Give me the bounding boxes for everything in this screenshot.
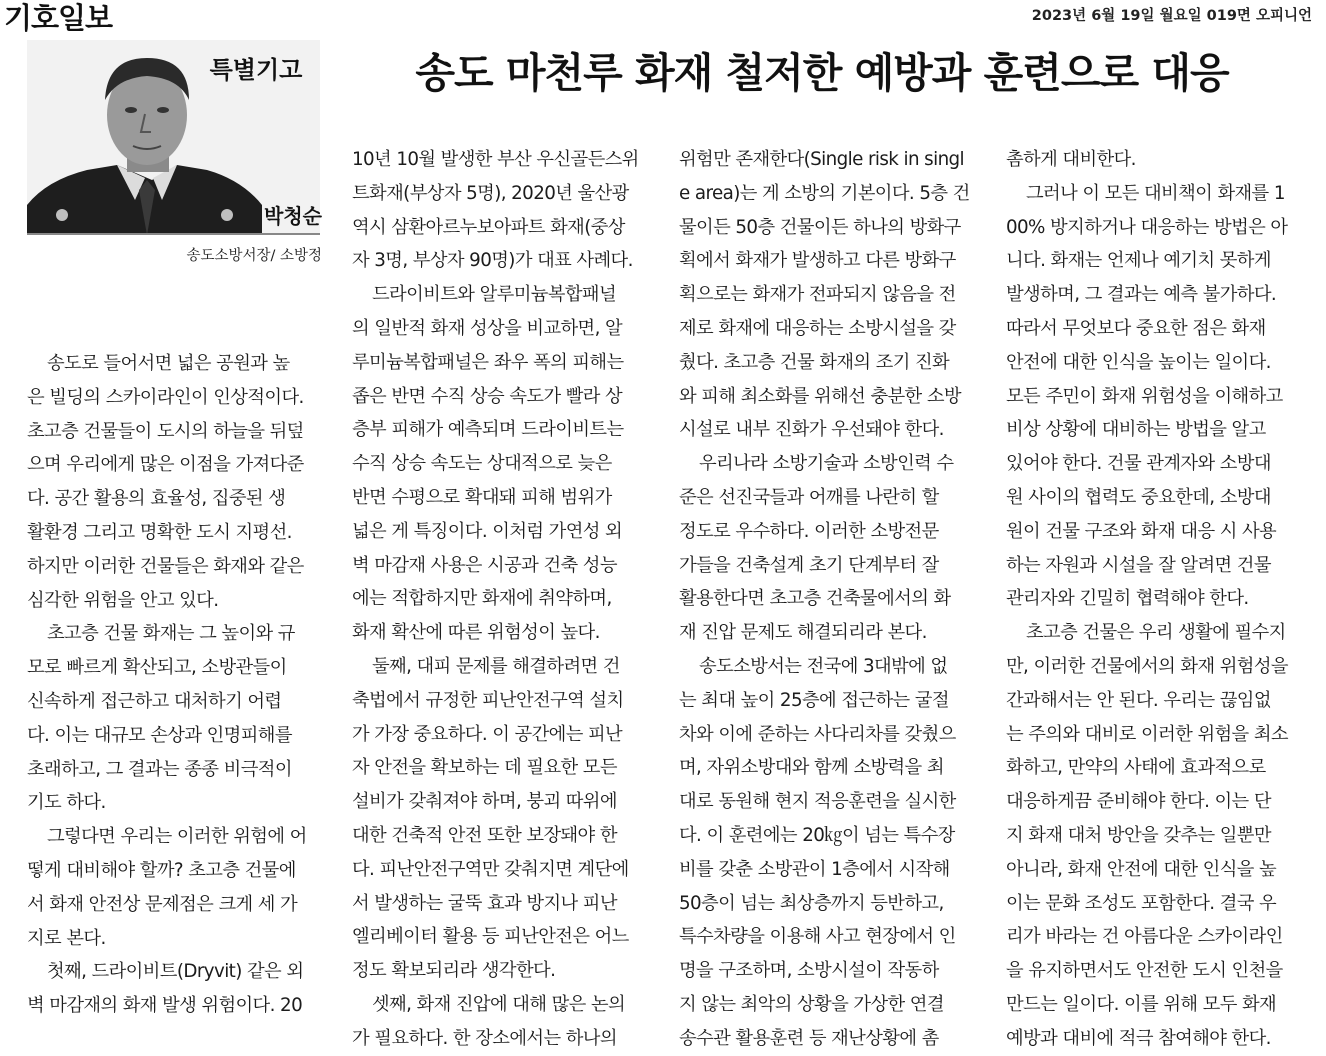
article-text-line: 그렇다면 우리는 이러한 위험에 어 [47,826,307,848]
article-text-line: 초고층 건물은 우리 생활에 필수지 [1026,622,1286,644]
article-text-line: 위험만 존재한다(Single risk in singl [679,149,965,170]
article-text-line: 정도 확보되리라 생각한다. [352,960,556,982]
article-text-line: 둘째, 대피 문제를 해결하려면 건 [372,655,620,677]
article-text-line: 가 필요하다. 한 장소에서는 하나의 [352,1027,617,1049]
article-headline: 송도 마천루 화재 철저한 예방과 훈련으로 대응 [415,49,1229,97]
article-column-4 [1006,143,1306,1056]
article-text-line: e area)는 게 소방의 기본이다. 5층 건 [679,182,970,204]
article-text-line: 활용한다면 초고층 건축물에서의 화 [679,588,951,610]
article-text-line: 신속하게 접근하고 대처하기 어렵 [27,690,282,712]
article-text-line: 축법에서 규정한 피난안전구역 설치 [352,689,624,711]
article-text-line: 획으로는 화재가 전파되지 않음을 전 [679,284,956,306]
article-column-1 [27,347,324,1023]
article-text-line: 첫째, 드라이비트(Dryvit) 같은 외 [47,961,304,983]
article-text-line: 만, 이러한 건물에서의 화재 위험성을 [1006,655,1288,677]
article-text-line: 그러나 이 모든 대비책이 화재를 1 [1026,182,1285,204]
article-text-line: 반면 수평으로 확대돼 피해 범위가 [352,486,612,508]
article-text-line: 트화재(부상자 5명), 2020년 울산광 [352,182,629,204]
article-text-line: 비상 상황에 대비하는 방법을 알고 [1006,419,1266,441]
dateline: 2023년 6월 19일 월요일 019면 오피니언 [1031,8,1312,24]
article-text-line: 00% 방지하거나 대응하는 방법은 아 [1006,216,1288,238]
article-text-line: 서 화재 안전상 문제점은 크게 세 가 [27,893,298,915]
article-text-line: 하지만 이러한 건물들은 화재와 같은 [27,555,304,577]
article-text-line: 서 발생하는 굴뚝 효과 방지나 피난 [352,892,617,914]
article-text-line: 기도 하다. [27,792,106,814]
author-name: 박청순 [264,204,322,228]
article-text-line: 원이 건물 구조와 화재 대응 시 사용 [1006,520,1277,542]
article-text-line: 에는 적합하지만 화재에 취약하며, [352,588,612,610]
article-text-line: 안전에 대한 인식을 높이는 일이다. [1006,351,1271,373]
article-text-line: 정도로 우수하다. 이러한 소방전문 [679,520,939,542]
article-text-line: 있어야 한다. 건물 관계자와 소방대 [1006,453,1271,475]
special-contribution-label: 특별기고 [209,56,303,84]
article-column-2 [352,143,648,1056]
article-text-line: 모로 빠르게 확산되고, 소방관들이 [27,657,287,679]
article-text-line: 좁은 반면 수직 상승 속도가 빨라 상 [352,385,623,407]
article-text-line: 지 화재 대처 방안을 갖추는 일뿐만 [1006,824,1271,846]
article-text-line: 10년 10월 발생한 부산 우신골든스위 [352,149,639,170]
article-text-line: 간과해서는 안 된다. 우리는 끊임없 [1006,689,1271,711]
article-text-line: 다. 피난안전구역만 갖춰지면 계단에 [352,858,629,880]
article-text-line: 모든 주민이 화재 위험성을 이해하고 [1006,385,1283,407]
article-text-line: 50층이 넘는 최상층까지 등반하고, [679,892,944,914]
article-text-line: 와 피해 최소화를 위해선 충분한 소방 [679,385,961,407]
article-text-line: 은 빌딩의 스카이라인이 인상적이다. [27,386,304,408]
article-text-line: 대로 동원해 현지 적응훈련을 실시한 [679,791,956,813]
article-text-line: 획에서 화재가 발생하고 다른 방화구 [679,250,956,272]
article-text-line: 층부 피해가 예측되며 드라이비트는 [352,419,624,441]
article-text-line: 관리자와 긴밀히 협력해야 한다. [1006,588,1249,610]
article-text-line: 화하고, 만약의 사태에 효과적으로 [1006,757,1266,779]
article-text-line: 원 사이의 협력도 중요한데, 소방대 [1006,486,1271,508]
article-text-line: 송수관 활용훈련 등 재난상황에 촘 [679,1027,939,1049]
article-text-line: 활환경 그리고 명확한 도시 지평선. [27,521,292,543]
article-text-line: 가 가장 중요하다. 이 공간에는 피난 [352,723,623,745]
article-text-line: 자 안전을 확보하는 데 필요한 모든 [352,757,617,779]
article-text-line: 며, 자위소방대와 함께 소방력을 최 [679,757,944,779]
article-text-line: 특수차량을 이용해 사고 현장에서 인 [679,926,956,948]
article-text-line: 을 유지하면서도 안전한 도시 인천을 [1006,960,1283,982]
article-text-line: 대한 건축적 안전 또한 보장돼야 한 [352,824,617,846]
article-text-line: 아니라, 화재 안전에 대한 인식을 높 [1006,858,1277,880]
article-text-line: 으며 우리에게 많은 이점을 가져다준 [27,454,304,476]
article-text-line: 명을 구조하며, 소방시설이 작동하 [679,960,939,982]
article-text-line: 넓은 게 특징이다. 이처럼 가연성 외 [352,520,623,542]
article-text-line: 지로 본다. [27,927,106,949]
article-text-line: 화재 확산에 따른 위험성이 높다. [352,622,600,644]
article-text-line: 셋째, 화재 진압에 대해 많은 논의 [372,993,626,1015]
article-text-line: 다. 이는 대규모 손상과 인명피해를 [27,724,292,746]
article-text-line: 따라서 무엇보다 중요한 점은 화재 [1006,317,1266,339]
article-text-line: 초고층 건물들이 도시의 하늘을 뒤덮 [27,420,304,442]
article-text-line: 지 않는 최악의 상황을 가상한 연결 [679,993,944,1015]
article-text-line: 차와 이에 준하는 사다리차를 갖췄으 [679,723,956,745]
article-text-line: 초래하고, 그 결과는 종종 비극적이 [27,758,292,780]
article-text-line: 비를 갖춘 소방관이 1층에서 시작해 [679,858,950,880]
article-column-3 [679,143,976,1056]
article-text-line: 송도소방서는 전국에 3대밖에 없 [699,655,948,677]
article-text-line: 준은 선진국들과 어깨를 나란히 할 [679,486,939,508]
article-text-line: 드라이비트와 알루미늄복합패널 [372,284,617,306]
article-text-line: 루미늄복합패널은 좌우 폭의 피해는 [352,351,624,373]
article-text-line: 하는 자원과 시설을 잘 알려면 건물 [1006,554,1271,576]
article-text-line: 설비가 갖춰져야 하며, 붕괴 따위에 [352,791,617,813]
author-title: 송도소방서장/ 소방정 [186,248,322,264]
article-text-line: 송도로 들어서면 넓은 공원과 높 [47,353,290,374]
article-text-line: 우리나라 소방기술과 소방인력 수 [699,453,954,475]
article-text-line: 제로 화재에 대응하는 소방시설을 갖 [679,317,956,339]
article-text-line: 대응하게끔 준비해야 한다. 이는 단 [1006,791,1271,813]
newspaper-masthead: 기호일보 [4,1,113,35]
article-text-line: 는 최대 높이 25층에 접근하는 굴절 [679,689,949,711]
article-text-line: 다. 공간 활용의 효율성, 집중된 생 [27,488,286,510]
article-text-line: 이는 문화 조성도 포함한다. 결국 우 [1006,892,1277,914]
article-text-line: 벽 마감재의 화재 발생 위험이다. 20 [27,995,303,1017]
article-text-line: 벽 마감재 사용은 시공과 건축 성능 [352,554,617,576]
article-text-line: 자 3명, 부상자 90명)가 대표 사례다. [352,250,633,272]
article-text-line: 수직 상승 속도는 상대적으로 늦은 [352,453,612,475]
article-text-line: 심각한 위험을 안고 있다. [27,589,219,611]
article-text-line: 만드는 일이다. 이를 위해 모두 화재 [1006,993,1277,1015]
article-text-line: 역시 삼환아르누보아파트 화재(중상 [352,216,625,238]
article-text-line: 촘하게 대비한다. [1006,149,1136,170]
article-text-line: 떻게 대비해야 할까? 초고층 건물에 [27,859,296,881]
article-text-line: 초고층 건물 화재는 그 높이와 규 [47,623,295,645]
article-text-line: 물이든 50층 건물이든 하나의 방화구 [679,216,961,238]
article-text-line: 니다. 화재는 언제나 예기치 못하게 [1006,250,1271,272]
article-text-line: 예방과 대비에 적극 참여해야 한다. [1006,1027,1271,1049]
article-text-line: 시설로 내부 진화가 우선돼야 한다. [679,419,944,441]
article-text-line: 엘리베이터 활용 등 피난안전은 어느 [352,926,629,948]
article-text-line: 췄다. 초고층 건물 화재의 조기 진화 [679,351,950,373]
article-text-line: 는 주의와 대비로 이러한 위험을 최소 [1006,723,1288,745]
photo-border [27,233,320,235]
article-text-line: 재 진압 문제도 해결되리라 본다. [679,622,927,644]
article-text-line: 가들을 건축설계 초기 단계부터 잘 [679,554,939,576]
article-text-line: 리가 바라는 건 아름다운 스카이라인 [1006,926,1283,948]
article-text-line: 다. 이 훈련에는 20㎏이 넘는 특수장 [679,824,955,846]
article-text-line: 발생하며, 그 결과는 예측 불가하다. [1006,284,1277,306]
article-text-line: 의 일반적 화재 성상을 비교하면, 알 [352,317,623,339]
